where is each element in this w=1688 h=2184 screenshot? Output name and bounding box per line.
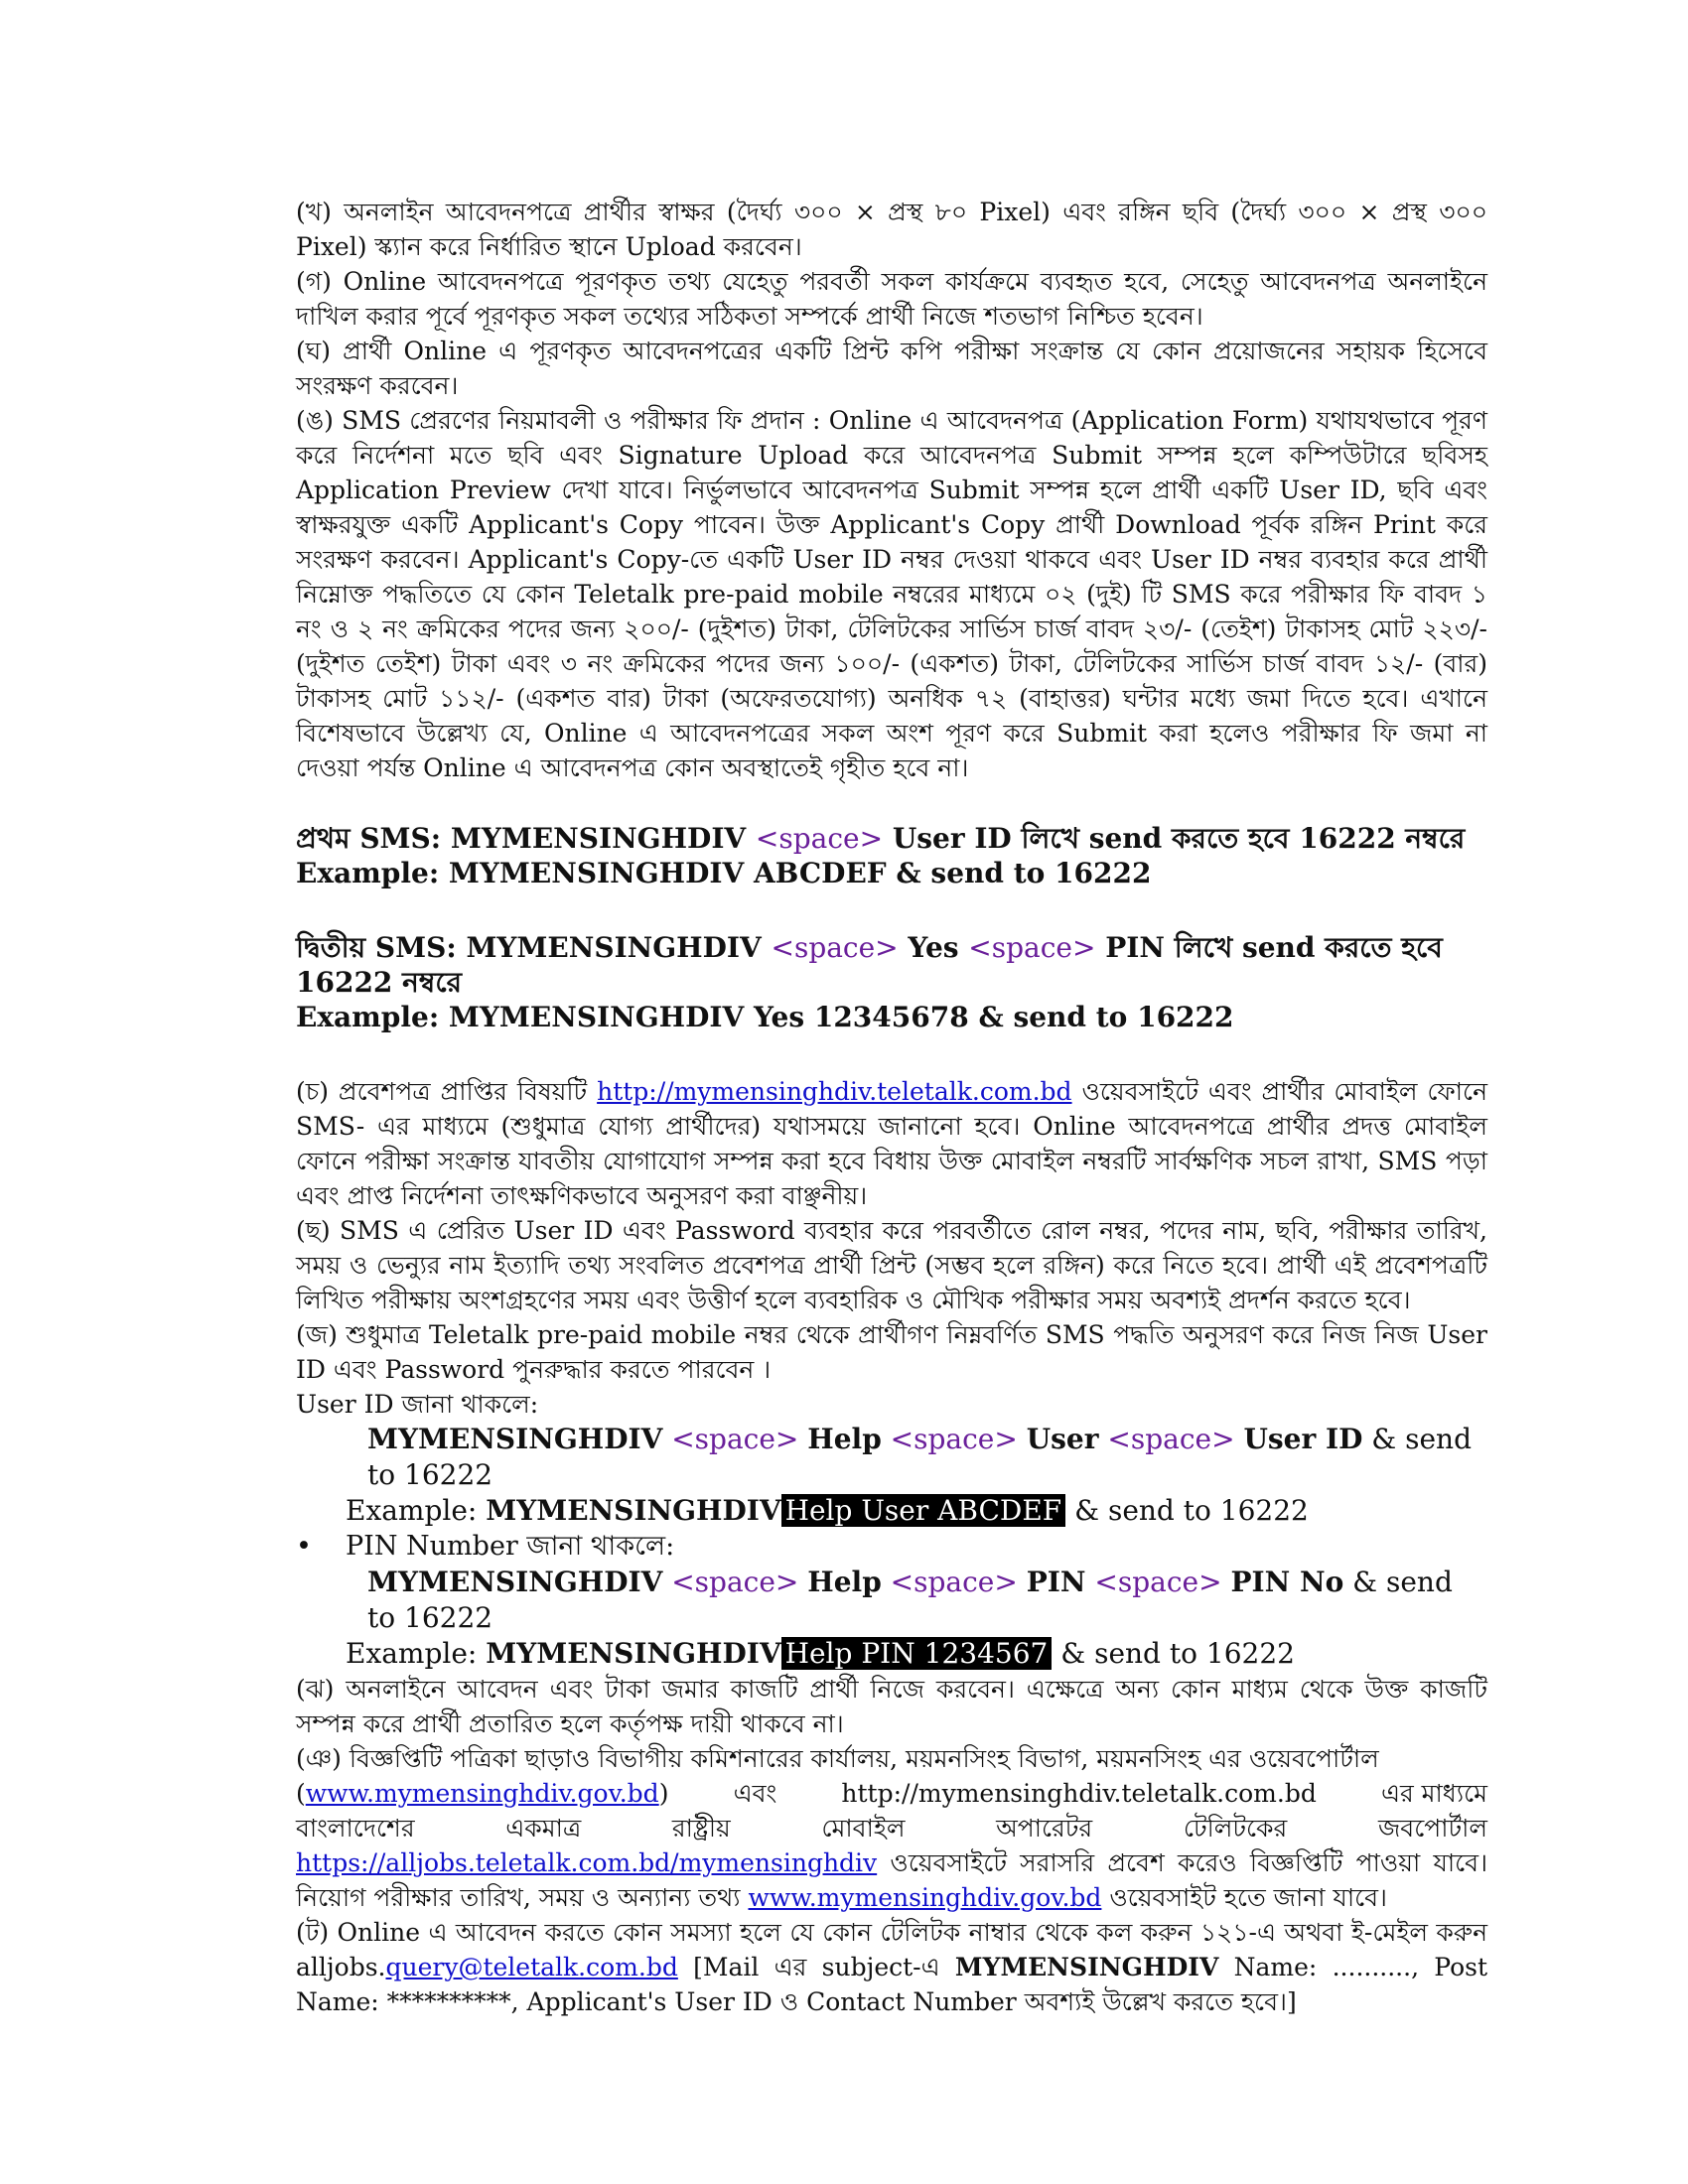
gov-portal-link[interactable]: www.mymensinghdiv.gov.bd [305,1779,659,1808]
nya-word: বাংলাদেশের [296,1814,415,1843]
nya-and: এবং [733,1779,777,1808]
example-send-to: & send to 16222 [1074,1494,1309,1527]
document-page [296,195,1487,2019]
ta-text-1: (ট) Online এ আবেদন করতে কোন সমস্যা হলে যে কোন টেলিটক নাম্বার থেকে কল করুন ১২১-এ অথবা ই-মেইল করুন alljobs. [296,1918,1487,1981]
nya-word: টেলিটকের [1183,1814,1288,1843]
userid-recovery-command [296,1422,1487,1493]
pin-recovery-example [296,1636,1487,1672]
para-ga: (গ) Online আবেদনপত্রে পূরণকৃত তথ্য যেহেতু পরবর্তী সকল কার্যক্রমে ব্যবহৃত হবে, সেহেতু আবেদনপত্র অনলাইনে দাখিল করার পূর্বে পূরণকৃত সকল তথ্যের সঠিকতা সম্পর্কে প্রার্থী নিজে শতভাগ নিশ্চিত হবেন। [296,267,1487,331]
para-cha-pre: (চ) প্রবেশপত্র প্রাপ্তির বিষয়টি [296,1077,588,1106]
teletalk-admit-link[interactable]: http://mymensinghdiv.teletalk.com.bd [597,1077,1072,1106]
para-ja: (জ) শুধুমাত্র Teletalk pre-paid mobile নম্বর থেকে প্রার্থীগণ নিম্নবর্ণিত SMS পদ্ধতি অনুসরণ করে নিজ নিজ User ID এবং Password পুনরুদ্ধার করতে পারবেন । [296,1320,1487,1384]
nya-rest-text: ওয়েবসাইটে সরাসরি প্রবেশ করেও বিজ্ঞপ্তিটি পাওয়া যাবে। নিয়োগ পরীক্ষার তারিখ, সময় ও অন্যান্য তথ্য [296,1848,1488,1912]
example-code: MYMENSINGHDIV [486,1494,781,1527]
nya-word: জবপোর্টাল [1377,1814,1487,1843]
first-sms-code: MYMENSINGHDIV [450,822,747,855]
nya-end-text: ওয়েবসাইট হতে জানা যাবে। [1109,1883,1387,1912]
space-token: <space> [671,1566,799,1598]
space-token: <space> [968,931,1096,964]
ta-text-3: Name: .........., Post Name: **********, Applicant's User ID ও Contact Number অবশ্যই উল্লেখ করতে হবে।] [296,1953,1488,2016]
example-user-highlight: Help User ABCDEF [781,1494,1066,1527]
nya-word: একমাত্র [505,1814,582,1843]
nya-word: অপারেটর [996,1814,1093,1843]
para-chha: (ছ) SMS এ প্রেরিত User ID এবং Password ব্যবহার করে পরবর্তীতে রোল নম্বর, পদের নাম, ছবি, পরীক্ষার তারিখ, সময় ও ভেন্যুর নাম ইত্যাদি তথ্য সংবলিত প্রবেশপত্র প্রার্থী প্রিন্ট (সম্ভব হলে রঙ্গিন) করে নিতে হবে। প্রার্থী এই প্রবেশপত্রটি লিখিত পরীক্ষায় অংশগ্রহণের সময় এবং উত্তীর্ণ হলে ব্যবহারিক ও মৌখিক পরীক্ষার সময় অবশ্যই প্রদর্শন করতে হবে। [296,1216,1487,1314]
second-sms-pin: PIN [1105,931,1165,964]
second-sms-example: Example: MYMENSINGHDIV Yes 12345678 & send to 16222 [296,1001,1234,1033]
pin-recovery-command [296,1565,1487,1636]
para-nya-line1: (ঞ) বিজ্ঞপ্তিটি পত্রিকা ছাড়াও বিভাগীয় কমিশনারের কার্যালয়, ময়মনসিংহ বিভাগ, ময়মনসিংহ এর ওয়েবপোর্টাল [296,1744,1379,1773]
example-label: Example: [346,1494,478,1527]
second-sms-line [296,930,1487,1000]
teletalk-portal-url: http://mymensinghdiv.teletalk.com.bd [841,1779,1317,1808]
para-gha: (ঘ) প্রার্থী Online এ পূরণকৃত আবেদনপত্রের একটি প্রিন্ট কপি পরীক্ষা সংক্রান্ত যে কোন প্রয়োজনের সহায়ক হিসেবে সংরক্ষণ করবেন। [296,337,1487,400]
cmd-help: Help [807,1566,882,1598]
cmd-code: MYMENSINGHDIV [367,1566,663,1598]
space-token: <space> [755,822,884,855]
cmd-send-to: & send to 16222 [367,1423,1472,1491]
nya-word: রাষ্ট্রীয় [671,1814,731,1843]
alljobs-link[interactable]: https://alljobs.teletalk.com.bd/mymensinghdiv [296,1848,878,1877]
bullet-icon: • [296,1531,312,1562]
email-link[interactable]: query@teletalk.com.bd [385,1953,678,1981]
pin-known-label: PIN Number জানা থাকলে: [346,1531,675,1562]
para-jha: (ঝ) অনলাইনে আবেদন এবং টাকা জমার কাজটি প্রার্থী নিজে করবেন। এক্ষেত্রে অন্য কোন মাধ্যম থেকে উক্ত কাজটি সম্পন্ন করে প্রার্থী প্রতারিত হলে কর্তৃপক্ষ দায়ী থাকবে না। [296,1675,1487,1738]
first-sms-rest: User ID লিখে send করতে হবে 16222 নম্বরে [892,822,1466,855]
nya-word: মোবাইল [821,1814,906,1843]
space-token: <space> [890,1566,1018,1598]
first-sms-label: প্রথম SMS: [296,822,442,855]
ta-text-2: [Mail এর subject-এ [693,1953,940,1981]
para-ta [296,1915,1487,2019]
cmd-user-id: User ID [1243,1423,1363,1455]
cmd-user: User [1026,1423,1099,1455]
cmd-pin: PIN [1026,1566,1086,1598]
space-token: <space> [771,931,899,964]
space-token: <space> [1094,1566,1222,1598]
ta-subject-code: MYMENSINGHDIV [954,1953,1219,1981]
space-token: <space> [890,1423,1018,1455]
gov-portal-link-2[interactable]: www.mymensinghdiv.gov.bd [748,1883,1102,1912]
pin-known-item [296,1529,1487,1565]
example-label: Example: [346,1637,478,1670]
para-uma: (ঙ) SMS প্রেরণের নিয়মাবলী ও পরীক্ষার ফি প্রদান : Online এ আবেদনপত্র (Application Form) যথাযথভাবে পূরণ করে নির্দেশনা মতে ছবি এবং Signature Upload করে আবেদনপত্র Submit সম্পন্ন হলে কম্পিউটারে ছবিসহ Application Preview দেখা যাবে। নির্ভুলভাবে আবেদনপত্র Submit সম্পন্ন হলে প্রার্থী একটি User ID, ছবি এবং স্বাক্ষরযুক্ত একটি Applicant's Copy পাবেন। উক্ত Applicant's Copy প্রার্থী Download পূর্বক রঙ্গিন Print করে সংরক্ষণ করবেন। Applicant's Copy-তে একটি User ID নম্বর দেওয়া থাকবে এবং User ID নম্বর ব্যবহার করে প্রার্থী নিম্নোক্ত পদ্ধতিতে যে কোন Teletalk pre-paid mobile নম্বরের মাধ্যমে ০২ (দুই) টি SMS করে পরীক্ষার ফি বাবদ ১ নং ও ২ নং ক্রমিকের পদের জন্য ২০০/- (দুইশত) টাকা, টেলিটকের সার্ভিস চার্জ বাবদ ২৩/- (তেইশ) টাকাসহ মোট ২২৩/- (দুইশত তেইশ) টাকা এবং ৩ নং ক্রমিকের পদের জন্য ১০০/- (একশত) টাকা, টেলিটকের সার্ভিস চার্জ বাবদ ১২/- (বার) টাকাসহ মোট ১১২/- (একশত বার) টাকা (অফেরতযোগ্য) অনধিক ৭২ (বাহাত্তর) ঘন্টার মধ্যে জমা দিতে হবে। এখানে বিশেষভাবে উল্লেখ্য যে, Online এ আবেদনপত্রের সকল অংশ পূরণ করে Submit করা হলেও পরীক্ষার ফি জমা না দেওয়া পর্যন্ত Online এ আবেদনপত্র কোন অবস্থাতেই গৃহীত হবে না। [296,406,1487,782]
first-sms-line [296,821,1487,856]
cmd-help: Help [807,1423,882,1455]
example-code: MYMENSINGHDIV [486,1637,781,1670]
nya-through: এর মাধ্যমে [1380,1779,1487,1808]
example-pin-highlight: Help PIN 1234567 [781,1637,1053,1670]
second-sms-code: MYMENSINGHDIV [466,931,762,964]
userid-recovery-example [296,1493,1487,1529]
second-sms-label: দ্বিতীয় SMS: [296,931,457,964]
cmd-code: MYMENSINGHDIV [367,1423,663,1455]
nya-paren-link: (www.mymensinghdiv.gov.bd) [296,1779,669,1808]
para-kha: (খ) অনলাইন আবেদনপত্রে প্রার্থীর স্বাক্ষর (দৈর্ঘ্য ৩০০ × প্রস্থ ৮০ Pixel) এবং রঙ্গিন ছবি (দৈর্ঘ্য ৩০০ × প্রস্থ ৩০০ Pixel) স্ক্যান করে নির্ধারিত স্থানে Upload করবেন। [296,198,1487,261]
second-sms-yes: Yes [908,931,959,964]
example-send-to: & send to 16222 [1060,1637,1295,1670]
second-sms-rest: লিখে send করতে হবে 16222 নম্বরে [296,931,1443,999]
para-nya-line3 [296,1811,1487,1845]
para-cha [296,1074,1487,1213]
first-sms-example: Example: MYMENSINGHDIV ABCDEF & send to 16222 [296,857,1152,889]
cmd-send-to: & send to 16222 [367,1566,1453,1634]
userid-known-label: User ID জানা থাকলে: [296,1390,539,1419]
para-nya-line2 [296,1776,1487,1811]
space-token: <space> [671,1423,799,1455]
para-cha-post: ওয়েবসাইটে এবং প্রার্থীর মোবাইল ফোনে SMS- এর মাধ্যমে (শুধুমাত্র যোগ্য প্রার্থীদের) যথাসময়ে জানানো হবে। Online আবেদনপত্রে প্রার্থীর প্রদত্ত মোবাইল ফোনে পরীক্ষা সংক্রান্ত যাবতীয় যোগাযোগ সম্পন্ন করা হবে বিধায় উক্ত মোবাইল নম্বরটি সার্বক্ষণিক সচল রাখা, SMS পড়া এবং প্রাপ্ত নির্দেশনা তাৎক্ষণিকভাবে অনুসরণ করা বাঞ্ছনীয়। [296,1077,1488,1210]
cmd-pin-no: PIN No [1230,1566,1344,1598]
para-nya-rest [296,1845,1487,1915]
space-token: <space> [1107,1423,1235,1455]
